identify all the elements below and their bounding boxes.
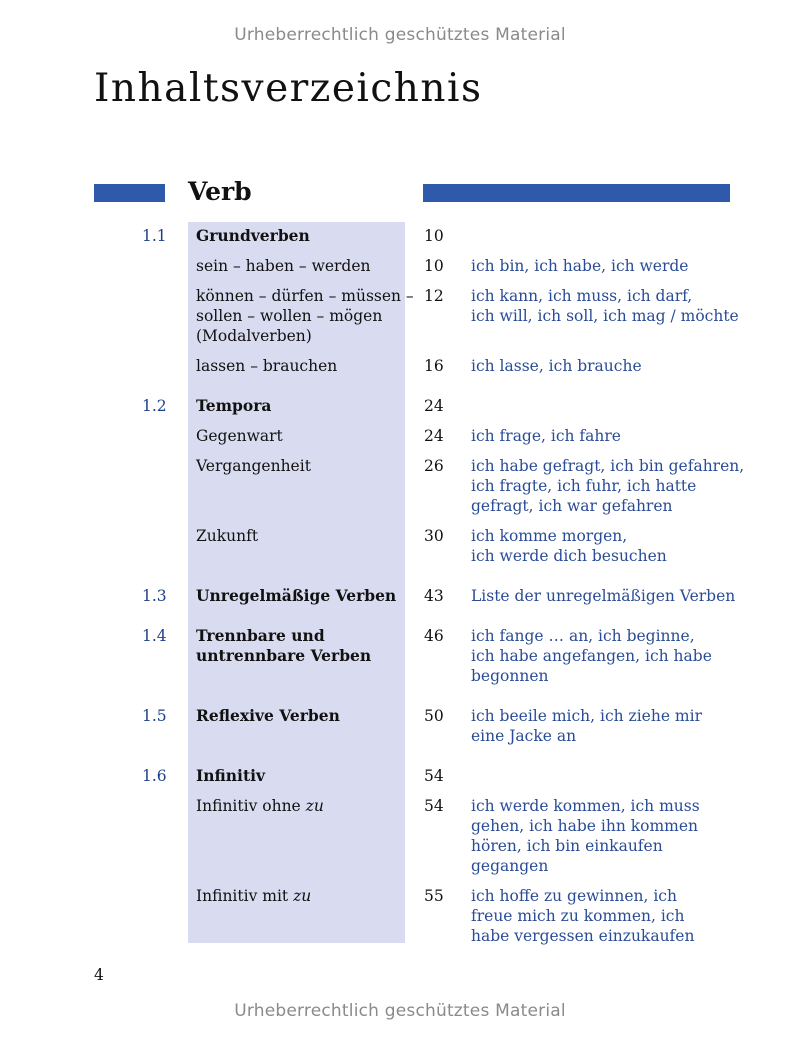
section-bar-left (94, 184, 165, 202)
example-line: begonnen (471, 667, 549, 685)
topic-heading (196, 706, 406, 726)
example-line: ich habe angefangen, ich habe (471, 647, 712, 665)
example-line: gefragt, ich war gefahren (471, 497, 673, 515)
section-bar-right (423, 184, 730, 202)
topic-heading (196, 586, 406, 606)
example-line: gegangen (471, 857, 549, 875)
example-line: ich hoffe zu gewinnen, ich (471, 887, 677, 905)
page-ref: 26 (424, 457, 444, 475)
page-ref: 50 (424, 707, 444, 725)
example-line: ich beeile mich, ich ziehe mir (471, 707, 702, 725)
topic-entry (196, 426, 406, 446)
example-line: Liste der unregelmäßigen Verben (471, 587, 736, 605)
example-line: ich lasse, ich brauche (471, 357, 642, 375)
example-line: eine Jacke an (471, 727, 577, 745)
example-text (471, 286, 761, 326)
topic-line: (Modalverben) (196, 327, 312, 345)
topic-line: Infinitiv (196, 766, 266, 785)
topic-line (196, 796, 406, 816)
topic-line: Reflexive Verben (196, 706, 340, 725)
example-line: ich komme morgen, (471, 527, 628, 545)
topic-emphasis: zu (293, 887, 312, 905)
example-line: ich kann, ich muss, ich darf, (471, 287, 693, 305)
topic-entry (196, 356, 406, 376)
topic-entry (196, 796, 406, 816)
example-line: ich fange … an, ich beginne, (471, 627, 695, 645)
page-ref: 54 (424, 797, 444, 815)
section-number: 1.1 (142, 227, 167, 245)
example-text (471, 526, 761, 566)
example-text (471, 886, 761, 946)
topic-line: lassen – brauchen (196, 357, 338, 375)
section-number: 1.4 (142, 627, 167, 645)
example-line: habe vergessen einzukaufen (471, 927, 695, 945)
example-line: freue mich zu kommen, ich (471, 907, 685, 925)
page-ref: 24 (424, 427, 444, 445)
topic-heading (196, 396, 406, 416)
page-ref: 10 (424, 227, 444, 245)
topic-text: Infinitiv mit (196, 887, 294, 905)
page-ref: 43 (424, 587, 444, 605)
topic-heading (196, 766, 406, 786)
page-ref: 46 (424, 627, 444, 645)
example-text (471, 626, 761, 686)
section-number: 1.3 (142, 587, 167, 605)
topic-heading (196, 626, 406, 666)
topic-line: sein – haben – werden (196, 257, 371, 275)
topic-emphasis: zu (305, 797, 324, 815)
example-line: ich will, ich soll, ich mag / möchte (471, 307, 739, 325)
section-number: 1.2 (142, 397, 167, 415)
page-title: Inhaltsverzeichnis (94, 66, 483, 111)
topic-entry (196, 886, 406, 906)
topic-line: Vergangenheit (196, 457, 311, 475)
example-line: ich werde kommen, ich muss (471, 797, 700, 815)
topic-line: Trennbare und (196, 626, 325, 645)
example-line: ich habe gefragt, ich bin gefahren, (471, 457, 745, 475)
watermark-top: Urheberrechtlich geschütztes Material (234, 25, 566, 45)
example-line: ich fragte, ich fuhr, ich hatte (471, 477, 697, 495)
page-ref: 12 (424, 287, 444, 305)
page-ref: 10 (424, 257, 444, 275)
topic-entry (196, 456, 406, 476)
topic-line: Gegenwart (196, 427, 283, 445)
page-number: 4 (94, 966, 104, 984)
section-number: 1.5 (142, 707, 167, 725)
page-ref: 54 (424, 767, 444, 785)
topic-line: Tempora (196, 396, 272, 415)
topic-heading (196, 226, 406, 246)
section-title: Verb (188, 177, 252, 206)
example-text (471, 586, 761, 606)
example-line: ich frage, ich fahre (471, 427, 621, 445)
example-text (471, 256, 761, 276)
example-line: gehen, ich habe ihn kommen (471, 817, 699, 835)
section-number: 1.6 (142, 767, 167, 785)
example-text (471, 796, 761, 876)
topic-line (196, 886, 406, 906)
page-ref: 24 (424, 397, 444, 415)
example-line: ich werde dich besuchen (471, 547, 667, 565)
page-ref: 16 (424, 357, 444, 375)
page-ref: 30 (424, 527, 444, 545)
topic-entry (196, 526, 406, 546)
topic-text: Infinitiv ohne (196, 797, 306, 815)
topic-line: sollen – wollen – mögen (196, 307, 383, 325)
topic-entry (196, 256, 406, 276)
watermark-bottom: Urheberrechtlich geschütztes Material (234, 1001, 566, 1021)
topic-line: Unregelmäßige Verben (196, 586, 397, 605)
topic-line: können – dürfen – müssen – (196, 287, 414, 305)
topic-line: untrennbare Verben (196, 646, 372, 665)
example-text (471, 356, 761, 376)
example-line: hören, ich bin einkaufen (471, 837, 663, 855)
example-text (471, 456, 761, 516)
page-ref: 55 (424, 887, 444, 905)
example-text (471, 426, 761, 446)
example-text (471, 706, 761, 746)
topic-line: Zukunft (196, 527, 259, 545)
topic-line: Grundverben (196, 226, 310, 245)
example-line: ich bin, ich habe, ich werde (471, 257, 689, 275)
topic-entry (196, 286, 414, 346)
